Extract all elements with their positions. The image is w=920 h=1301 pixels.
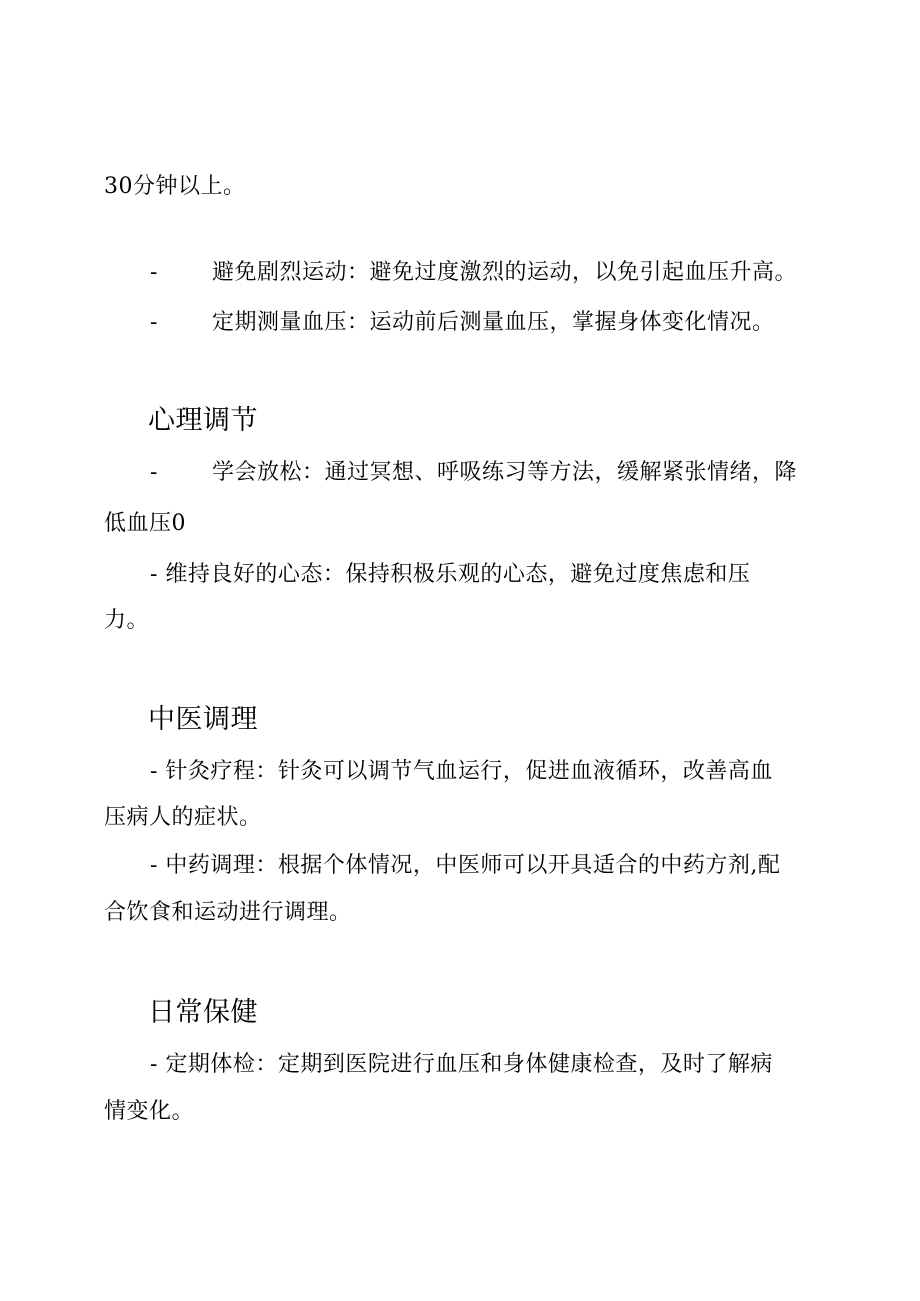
exercise-continuation-line: 30分钟以上。: [104, 174, 246, 199]
list-dash: -: [150, 460, 158, 485]
tcm-item-acupuncture-line1: - 针灸疗程：针灸可以调节气血运行，促进血液循环，改善高血: [150, 759, 773, 784]
psychology-item-mindset-line2: 力。: [104, 608, 150, 633]
list-item-text: 避免剧烈运动：避免过度激烈的运动，以免引起血压升高。: [212, 260, 798, 285]
psychology-item-relax-line1: [150, 458, 797, 488]
list-item-text: 学会放松：通过冥想、呼吸练习等方法，缓解紧张情绪，降: [212, 460, 798, 485]
tcm-item-herbal-line1: - 中药调理：根据个体情况，中医师可以开具适合的中药方剂,配: [150, 853, 781, 878]
exercise-item-measure-bp: [150, 308, 775, 338]
list-dash: -: [150, 260, 158, 285]
psychology-item-mindset-line1: - 维持良好的心态：保持积极乐观的心态，避免过度焦虑和压: [150, 562, 751, 587]
daily-item-checkup-line1: - 定期体检：定期到医院进行血压和身体健康检查，及时了解病: [150, 1052, 773, 1077]
section-heading-psychology: 心理调节: [148, 405, 258, 436]
tcm-item-herbal-line2: 合饮食和运动进行调理。: [104, 900, 352, 925]
daily-item-checkup-line2: 情变化。: [104, 1099, 195, 1124]
tcm-item-acupuncture-line2: 压病人的症状。: [104, 805, 262, 830]
exercise-item-avoid-intense: [150, 258, 797, 288]
psychology-item-relax-line2: 低血压0: [104, 511, 186, 536]
list-dash: -: [150, 310, 158, 335]
list-item-text: 定期测量血压：运动前后测量血压，掌握身体变化情况。: [212, 310, 775, 335]
section-heading-tcm: 中医调理: [148, 704, 258, 735]
section-heading-daily: 日常保健: [148, 997, 258, 1028]
